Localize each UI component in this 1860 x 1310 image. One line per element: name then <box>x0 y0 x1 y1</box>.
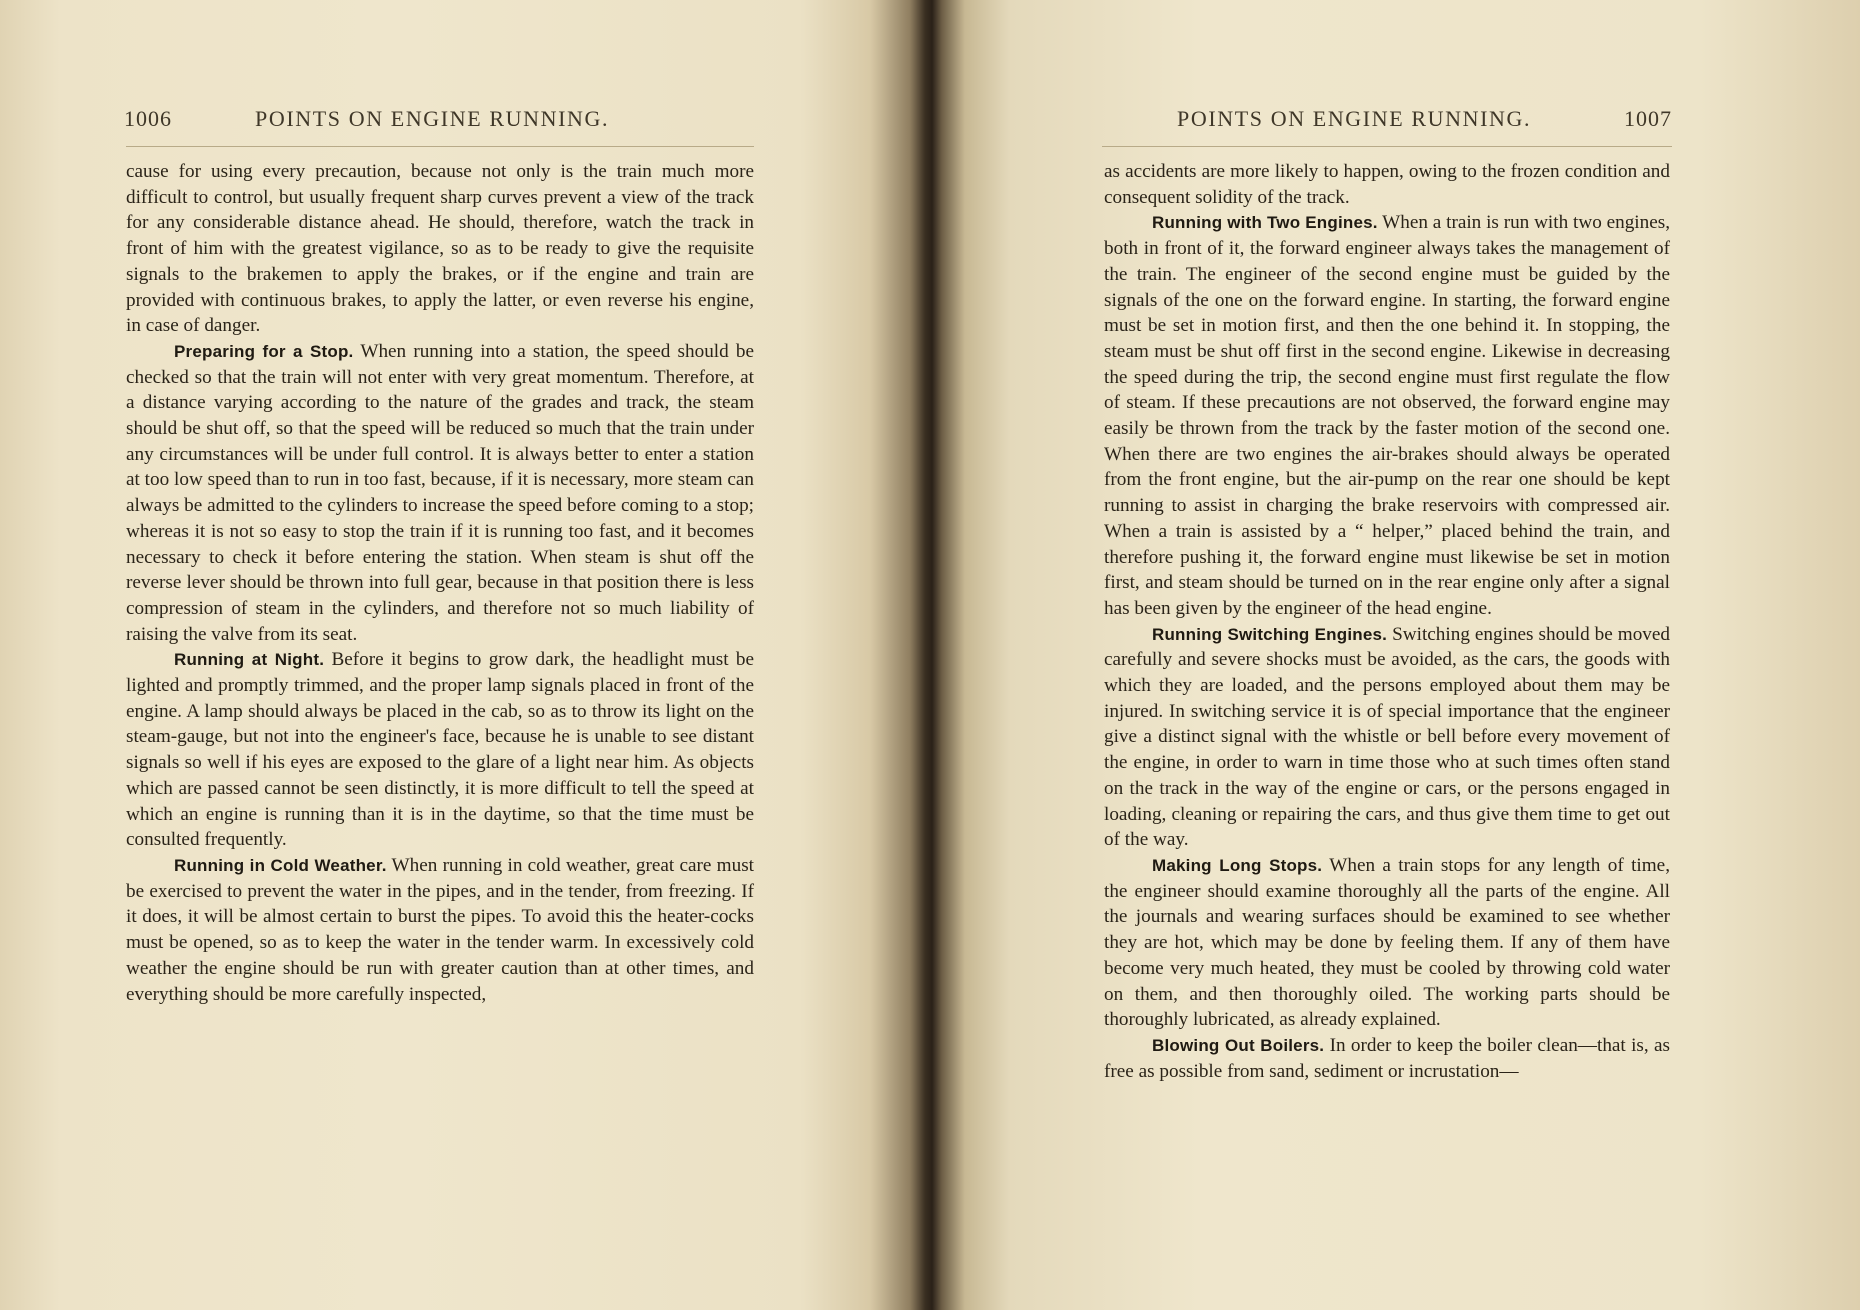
right-head-rule <box>1102 146 1672 147</box>
left-running-head <box>124 106 752 136</box>
left-page-number: 1006 <box>124 106 172 131</box>
left-running-head-title: POINTS ON ENGINE RUNNING. <box>255 106 610 131</box>
section-heading: Making Long Stops. <box>1152 855 1323 875</box>
paragraph-text: as accidents are more likely to happen, owing to the frozen condition and consequent solidity of the track. <box>1104 161 1670 208</box>
right-page <box>940 0 1860 1310</box>
section-heading: Running at Night. <box>174 650 325 670</box>
paragraph-text: Before it begins to grow dark, the headlight must be lighted and promptly trimmed, and the proper lamp signals placed in front of the engine. A lamp should always be placed in the cab, so as to throw its light on the steam-gauge, but not into the engineer's face, because he is unable to see distant signals so well if his eyes are exposed to the glare of a light near him. As objects which are passed cannot be seen distinctly, it is more difficult to tell the speed at which an engine is running than it is in the daytime, so that the time must be consulted frequently. <box>126 649 754 851</box>
paragraph <box>126 853 754 1007</box>
paragraph-text: When a train is run with two engines, both in front of it, the forward engineer always takes the management of the train. The engineer of the second engine must be guided by the signals of the one on the forward engine. In starting, the forward engine must be set in motion first, and then the one behind it. In stopping, the steam must be shut off first in the second engine. Likewise in decreasing the speed during the trip, the second engine must first regulate the flow of steam. If these precautions are not observed, the forward engine may easily be thrown from the track by the faster motion of the second one. When there are two engines the air-brakes should always be operated from the front engine, but the air-pump on the rear one should be kept running to assist in charging the brake reservoirs with compressed air. When a train is assisted by a “ helper,” placed behind the train, and therefore pushing it, the forward engine must likewise be set in motion first, and steam should be turned on in the rear engine only after a signal has been given by the engineer of the head engine. <box>1104 212 1670 619</box>
right-page-number: 1007 <box>1624 106 1672 131</box>
right-running-head <box>1102 106 1672 136</box>
paragraph-text: Switching engines should be moved carefully and severe shocks must be avoided, as the cars, the goods with which they are loaded, and the persons employed about them may be injured. In switching service it is of special importance that the engineer give a distinct signal with the whistle or bell before every movement of the engine, in order to warn in time those who at such times often stand on the track in the way of the engine or cars, or the persons engaged in loading, cleaning or repairing the cars, and thus give them time to get out of the way. <box>1104 623 1671 851</box>
paragraph <box>126 339 754 647</box>
paragraph-text: cause for using every precaution, because not only is the train much more difficult to control, but usually frequent sharp curves prevent a view of the track for any considerable distance ahead. He should, therefore, watch the track in front of him with the greatest vigilance, so as to be ready to give the requisite signals to the brakemen to apply the brakes, or if the engine and train are provided with continuous brakes, to apply the latter, or even reverse his engine, in case of danger. <box>126 161 754 337</box>
paragraph <box>1104 159 1670 210</box>
paragraph-text: When running in cold weather, great care must be exercised to prevent the water in the pipes, and in the tender, from freezing. If it does, it will be almost certain to burst the pipes. To avoid this the heater-cocks must be opened, so as to keep the water in the tender warm. In excessively cold weather the engine should be run with greater caution than at other times, and everything should be more carefully inspected, <box>126 854 754 1005</box>
left-body-text <box>126 159 754 1007</box>
section-heading: Running with Two Engines. <box>1152 213 1378 233</box>
paragraph <box>1104 1033 1670 1084</box>
right-running-head-title: POINTS ON ENGINE RUNNING. <box>1177 106 1532 131</box>
paragraph-text: In order to keep the boiler clean—that is, as free as possible from sand, sediment or incrustation— <box>1104 1034 1670 1082</box>
paragraph <box>126 647 754 853</box>
paragraph <box>1104 210 1670 621</box>
section-heading: Blowing Out Boilers. <box>1152 1035 1325 1055</box>
section-heading: Preparing for a Stop. <box>174 341 354 361</box>
paragraph <box>1104 853 1670 1033</box>
left-head-rule <box>126 146 754 147</box>
paragraph <box>1104 622 1670 853</box>
paragraph-text: When a train stops for any length of time, the engineer should examine thoroughly all the parts of the engine. All the journals and wearing surfaces should be examined to see whether they are hot, which may be done by feeling them. If any of them have become very much heated, they must be cooled by throwing cold water on them, and then thoroughly oiled. The working parts should be thoroughly lubricated, as already explained. <box>1104 854 1670 1031</box>
section-heading: Running in Cold Weather. <box>174 855 387 875</box>
paragraph-text: When running into a station, the speed should be checked so that the train will not enter with very great momentum. Therefore, at a distance varying according to the nature of the grades and track, the steam should be shut off, so that the speed will be reduced so much that the train under any circumstances will be under full control. It is always better to enter a station at too low speed than to run in too fast, because, if it is necessary, more steam can always be admitted to the cylinders to increase the speed before coming to a stop; whereas it is not so easy to stop the train if it is running too fast, and it becomes necessary to check it before entering the station. When steam is shut off the reverse lever should be thrown into full gear, because in that position there is less compression of steam in the cylinders, and therefore not so much liability of raising the valve from its seat. <box>126 340 754 645</box>
section-heading: Running Switching Engines. <box>1152 624 1388 644</box>
paragraph <box>126 159 754 339</box>
right-body-text <box>1104 159 1670 1084</box>
left-page <box>0 0 920 1310</box>
